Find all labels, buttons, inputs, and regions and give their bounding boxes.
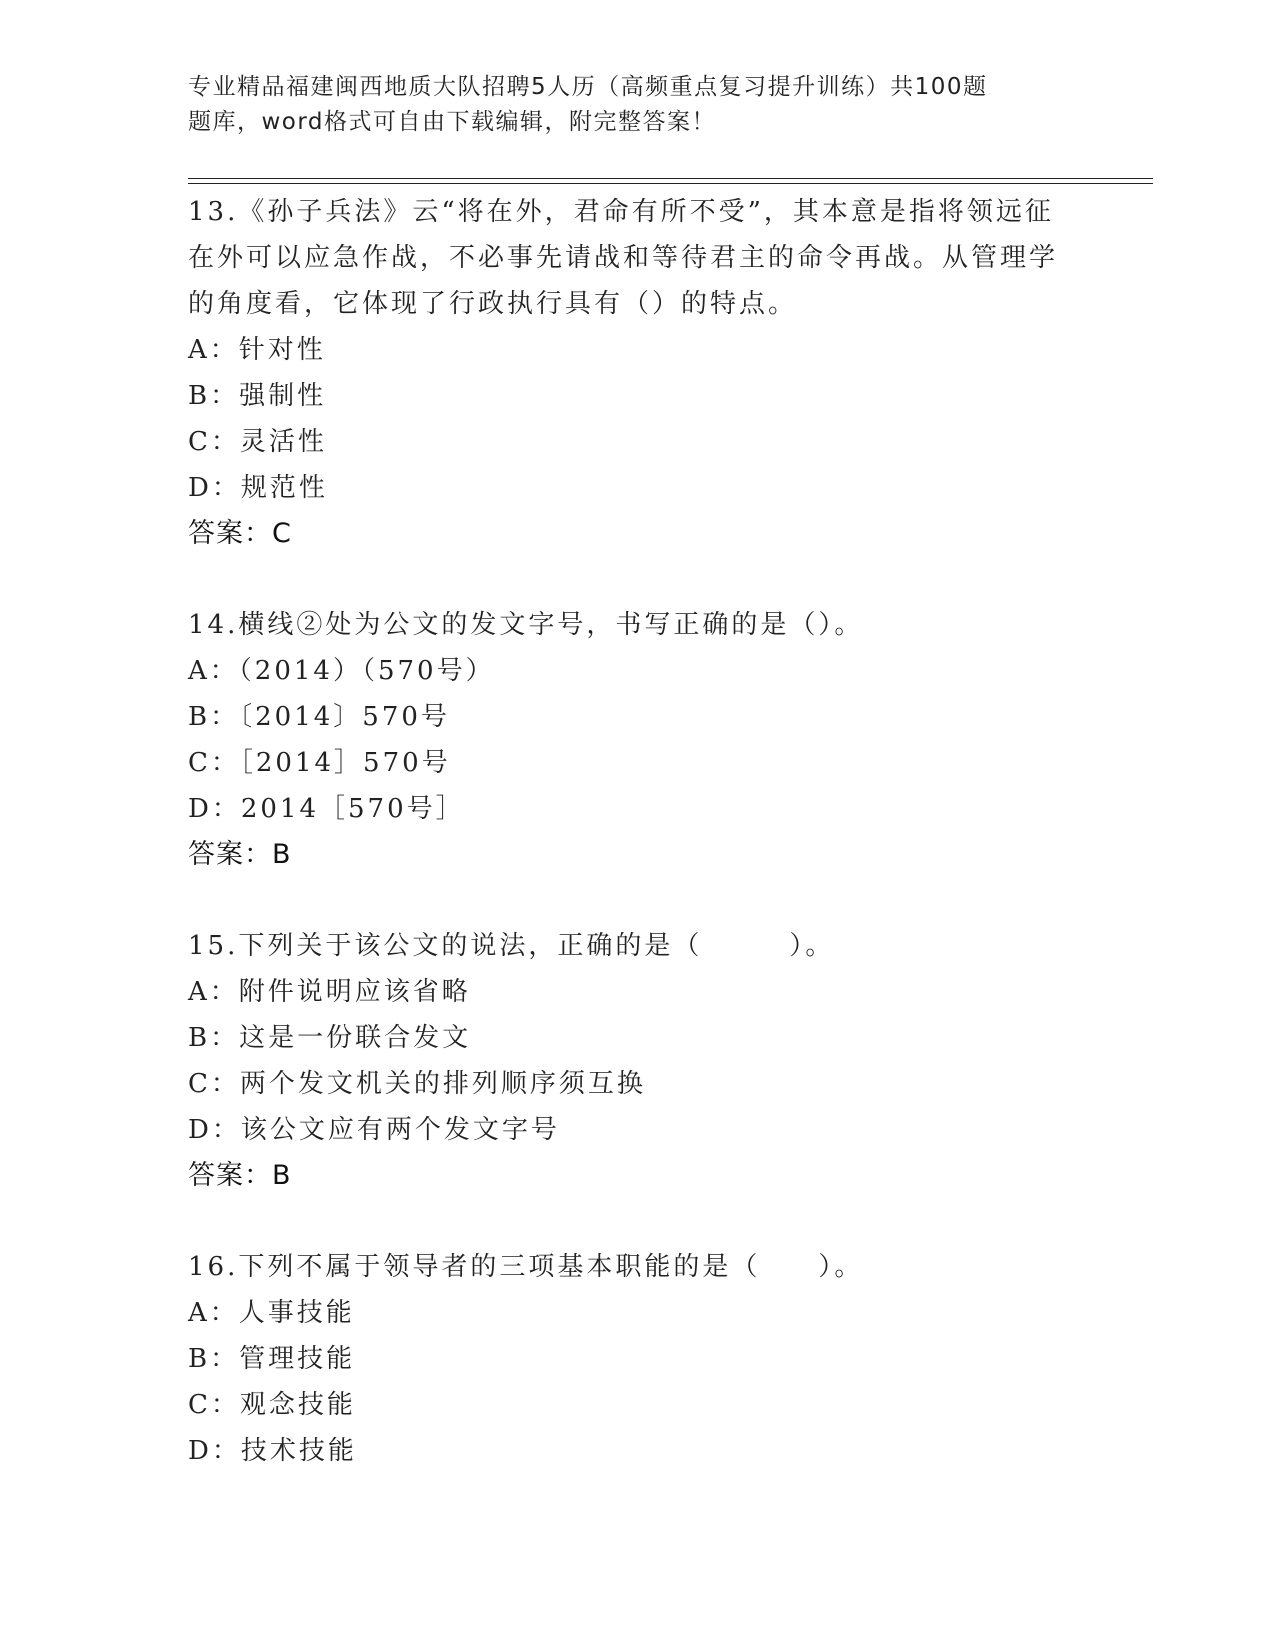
option-b: B：这是一份联合发文: [188, 1023, 472, 1053]
question-15: [188, 923, 1088, 1199]
option-b: B：管理技能: [188, 1344, 356, 1374]
question-16: [188, 1244, 1088, 1474]
header-line-1: 专业精品福建闽西地质大队招聘5人历（高频重点复习提升训练）共100题: [188, 74, 988, 100]
header-divider-bottom: [188, 183, 1153, 184]
option-b: B：〔2014〕570号: [188, 702, 450, 732]
option-d: D：2014［570号］: [188, 794, 465, 824]
question-text-line: 15.下列关于该公文的说法，正确的是（ ）。: [188, 931, 835, 961]
question-text-line: 的角度看，它体现了行政执行具有（）的特点。: [188, 289, 798, 319]
header-divider-top: [188, 178, 1153, 179]
option-a: A：针对性: [188, 335, 326, 365]
option-b: B：强制性: [188, 381, 327, 411]
option-d: D：规范性: [188, 473, 328, 503]
answer-line: 答案：B: [188, 1160, 292, 1191]
question-list: [188, 189, 1088, 1519]
header-line-2: 题库，word格式可自由下载编辑，附完整答案！: [188, 109, 717, 135]
answer-line: 答案：B: [188, 839, 292, 870]
question-text-line: 13.《孙子兵法》云“将在外，君命有所不受”，其本意是指将领远征: [188, 197, 1054, 227]
option-c: C：两个发文机关的排列顺序须互换: [188, 1069, 646, 1099]
option-a: A：人事技能: [188, 1298, 355, 1328]
question-text-line: 在外可以应急作战，不必事先请战和等待君主的命令再战。从管理学: [188, 243, 1059, 273]
option-d: D：技术技能: [188, 1436, 357, 1466]
option-a: A：（2014）（570号）: [188, 656, 495, 686]
question-13: [188, 189, 1088, 557]
answer-line: 答案：C: [188, 518, 292, 549]
option-c: C：灵活性: [188, 427, 327, 457]
question-text-line: 14.横线②处为公文的发文字号，书写正确的是（）。: [188, 610, 864, 640]
document-header: [188, 70, 1048, 140]
option-c: C：观念技能: [188, 1390, 356, 1420]
question-text-line: 16.下列不属于领导者的三项基本职能的是（ ）。: [188, 1252, 864, 1282]
question-14: [188, 602, 1088, 878]
option-c: C：［2014］570号: [188, 748, 451, 778]
option-a: A：附件说明应该省略: [188, 977, 471, 1007]
option-d: D：该公文应有两个发文字号: [188, 1115, 560, 1145]
